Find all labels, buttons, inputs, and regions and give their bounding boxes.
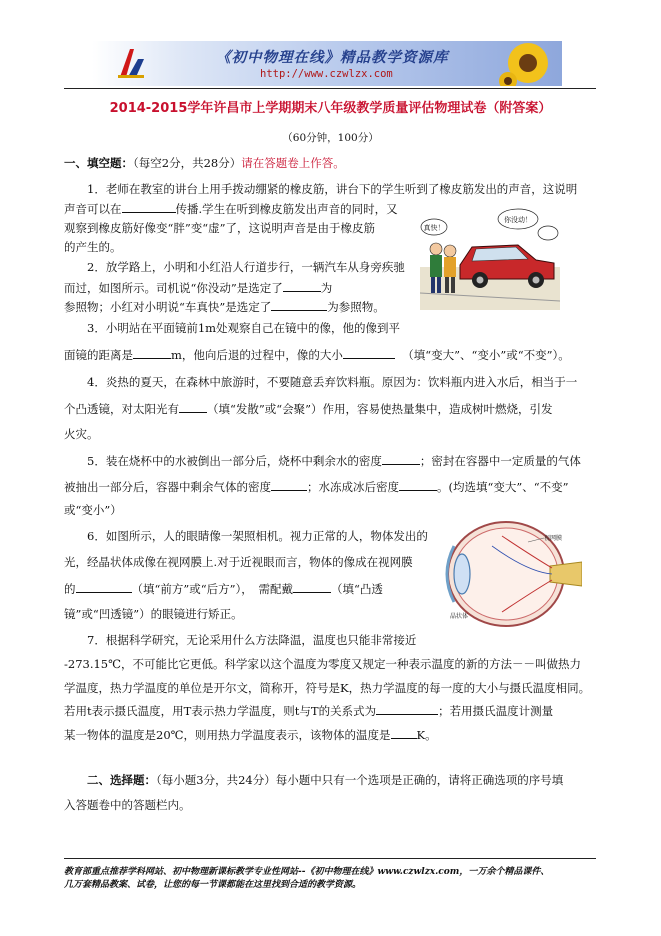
q5-blank1 (382, 452, 420, 465)
footer-line2: 几万套精品教案、试卷，让您的每一节课都能在这里找到合适的教学资源。 (64, 880, 362, 890)
q4-line3: 火灾。 (64, 427, 99, 441)
q6-text-a: 的 (64, 582, 76, 596)
q6-line1: 6．如图所示，人的眼睛像一架照相机。视力正常的人，物体发出的 (87, 529, 428, 543)
q5-text-d: ；水冻成冰后密度 (307, 480, 399, 494)
q1-text-b: 传播.学生在听到橡皮筋发出声音的同时，又 (175, 202, 398, 216)
footer-line1: 教育部重点推荐学科网站、初中物理新课标教学专业性网站--《初中物理在线》www.czwlzx.com，一万余个精品课件、 (64, 867, 550, 877)
section2-line2: 入答题卷中的答题栏内。 (64, 798, 191, 812)
banner-title: 《初中物理在线》精品教学资源库 (216, 49, 449, 66)
speech-bubble-2: 你没动！ (504, 216, 532, 224)
retina-label: 视网膜 (544, 535, 563, 542)
q3-line1: 3．小明站在平面镜前1m处观察自己在镜中的像，他的像到平 (87, 321, 401, 335)
q6-blank2 (293, 580, 331, 593)
lens-label: 晶状体 (450, 613, 469, 620)
q5-text-c: 被抽出一部分后，容器中剩余气体的密度 (64, 480, 271, 494)
q2-line3 (64, 298, 385, 315)
q4-line1: 4．炎热的夏天，在森林中旅游时，不要随意丢弃饮料瓶。原因为：饮料瓶内进入水后，相当于一 (87, 375, 578, 389)
banner-url[interactable]: http://www.czwlzx.com (260, 68, 393, 80)
section1-instruction: 请在答题卷上作答。 (241, 156, 345, 170)
eye-diagram (432, 516, 582, 630)
q5-text-e: 。(均选填“变大”、“不变” (437, 480, 569, 494)
header-banner (92, 41, 562, 86)
q2-text-d: 为参照物。 (327, 300, 385, 314)
q1-line3: 观察到橡皮筋好像变“胖”变“虚”了，这说明声音是由于橡皮筋 (64, 221, 376, 235)
speech-bubble-1: 真快！ (423, 224, 445, 232)
section1-heading: 一、填空题： (64, 156, 133, 170)
q2-blank2 (271, 298, 327, 311)
q1-line1: 1．老师在教室的讲台上用手拨动绷紧的橡皮筋，讲台下的学生听到了橡皮筋发出的声音，这说明 (87, 182, 578, 196)
page-title: 2014-2015学年许昌市上学期期末八年级教学质量评估物理试卷（附答案） (109, 101, 552, 116)
header-rule (64, 88, 596, 89)
q1-blank (122, 200, 176, 213)
site-logo-icon (116, 47, 146, 79)
q7-text-b: ；若用摄氏温度计测量 (438, 704, 554, 718)
q7-line4 (64, 702, 553, 719)
q6-line2: 光，经晶状体成像在视网膜上.对于近视眼而言，物体的像成在视网膜 (64, 555, 413, 569)
q5-line3: 或“变小”） (64, 503, 122, 517)
q7-blank1 (376, 702, 438, 715)
q6-blank1 (76, 580, 132, 593)
footer-rule (64, 858, 596, 859)
q4-text-a: 个凸透镜，对太阳光有 (64, 402, 179, 416)
section2-heading: 二、选择题： (87, 773, 156, 787)
exam-duration: （60分钟，100分） (282, 132, 379, 144)
q5-line2 (64, 478, 569, 495)
q3-blank1 (133, 346, 171, 359)
q4-line2 (64, 400, 553, 417)
q6-text-c: （填“凸透 (331, 582, 383, 596)
q5-blank3 (399, 478, 437, 491)
q6-line3 (64, 580, 383, 597)
q2-text-c: 参照物；小红对小明说“车真快”是选定了 (64, 300, 272, 314)
q2-line2 (64, 279, 332, 296)
car-figure (420, 205, 560, 310)
q5-line1 (87, 452, 581, 469)
q2-text-a: 而过，如图所示。司机说“你没动”是选定了 (64, 281, 283, 295)
q1-line4: 的产生的。 (64, 240, 122, 254)
q3-blank2 (343, 346, 395, 359)
q4-blank (179, 400, 207, 413)
q3-text-a: 面镜的距离是 (64, 348, 133, 362)
q7-text-d: K。 (416, 728, 437, 742)
q2-line1: 2．放学路上，小明和小红沿人行道步行，一辆汽车从身旁疾驰 (87, 260, 405, 274)
q6-text-b: （填“前方”或“后方”）， 需配戴 (131, 582, 294, 596)
q7-line2: -273.15℃，不可能比它更低。科学家以这个温度为零度又规定一种表示温度的新的方法－－叫做热力 (64, 657, 581, 671)
q6-line4: 镜”或“凹透镜”）的眼镜进行矫正。 (64, 607, 243, 621)
q1-line2 (64, 200, 398, 217)
lens-icon (454, 554, 470, 594)
q5-blank2 (271, 478, 307, 491)
q3-line2 (64, 346, 570, 363)
q3-text-c: （填“变大”、“变小”或“不变”）。 (402, 348, 570, 362)
q5-text-a: 5．装在烧杯中的水被倒出一部分后，烧杯中剩余水的密度 (87, 454, 382, 468)
q7-line3: 学温度，热力学温度的单位是开尔文，简称开，符号是K，热力学温度的每一度的大小与摄氏温度相同。 (64, 681, 591, 695)
q1-text-a: 声音可以在 (64, 202, 122, 216)
sunflower-icon (498, 41, 558, 86)
q2-blank1 (283, 279, 321, 292)
q5-text-b: ；密封在容器中一定质量的气体 (419, 454, 581, 468)
section2-line1 (87, 772, 563, 788)
section1-note: （每空2分，共28分） (133, 156, 242, 170)
q4-text-b: （填“发散”或“会聚”）作用，容易使热量集中，造成树叶燃烧，引发 (207, 402, 553, 416)
q7-text-a: 若用t表示摄氏温度，用T表示热力学温度，则t与T的关系式为 (64, 704, 377, 718)
q7-line5 (64, 726, 437, 743)
q7-blank2 (391, 726, 417, 739)
section2-text: （每小题3分，共24分）每小题中只有一个选项是正确的，请将正确选项的序号填 (156, 773, 564, 787)
q3-text-b: m，他向后退的过程中，像的大小 (171, 348, 343, 362)
q7-text-c: 某一物体的温度是20℃，则用热力学温度表示，该物体的温度是 (64, 728, 391, 742)
q7-line1: 7．根据科学研究，无论采用什么方法降温，温度也只能非常接近 (87, 633, 417, 647)
section1-heading-line (64, 155, 345, 171)
q2-text-b: 为 (320, 281, 333, 295)
